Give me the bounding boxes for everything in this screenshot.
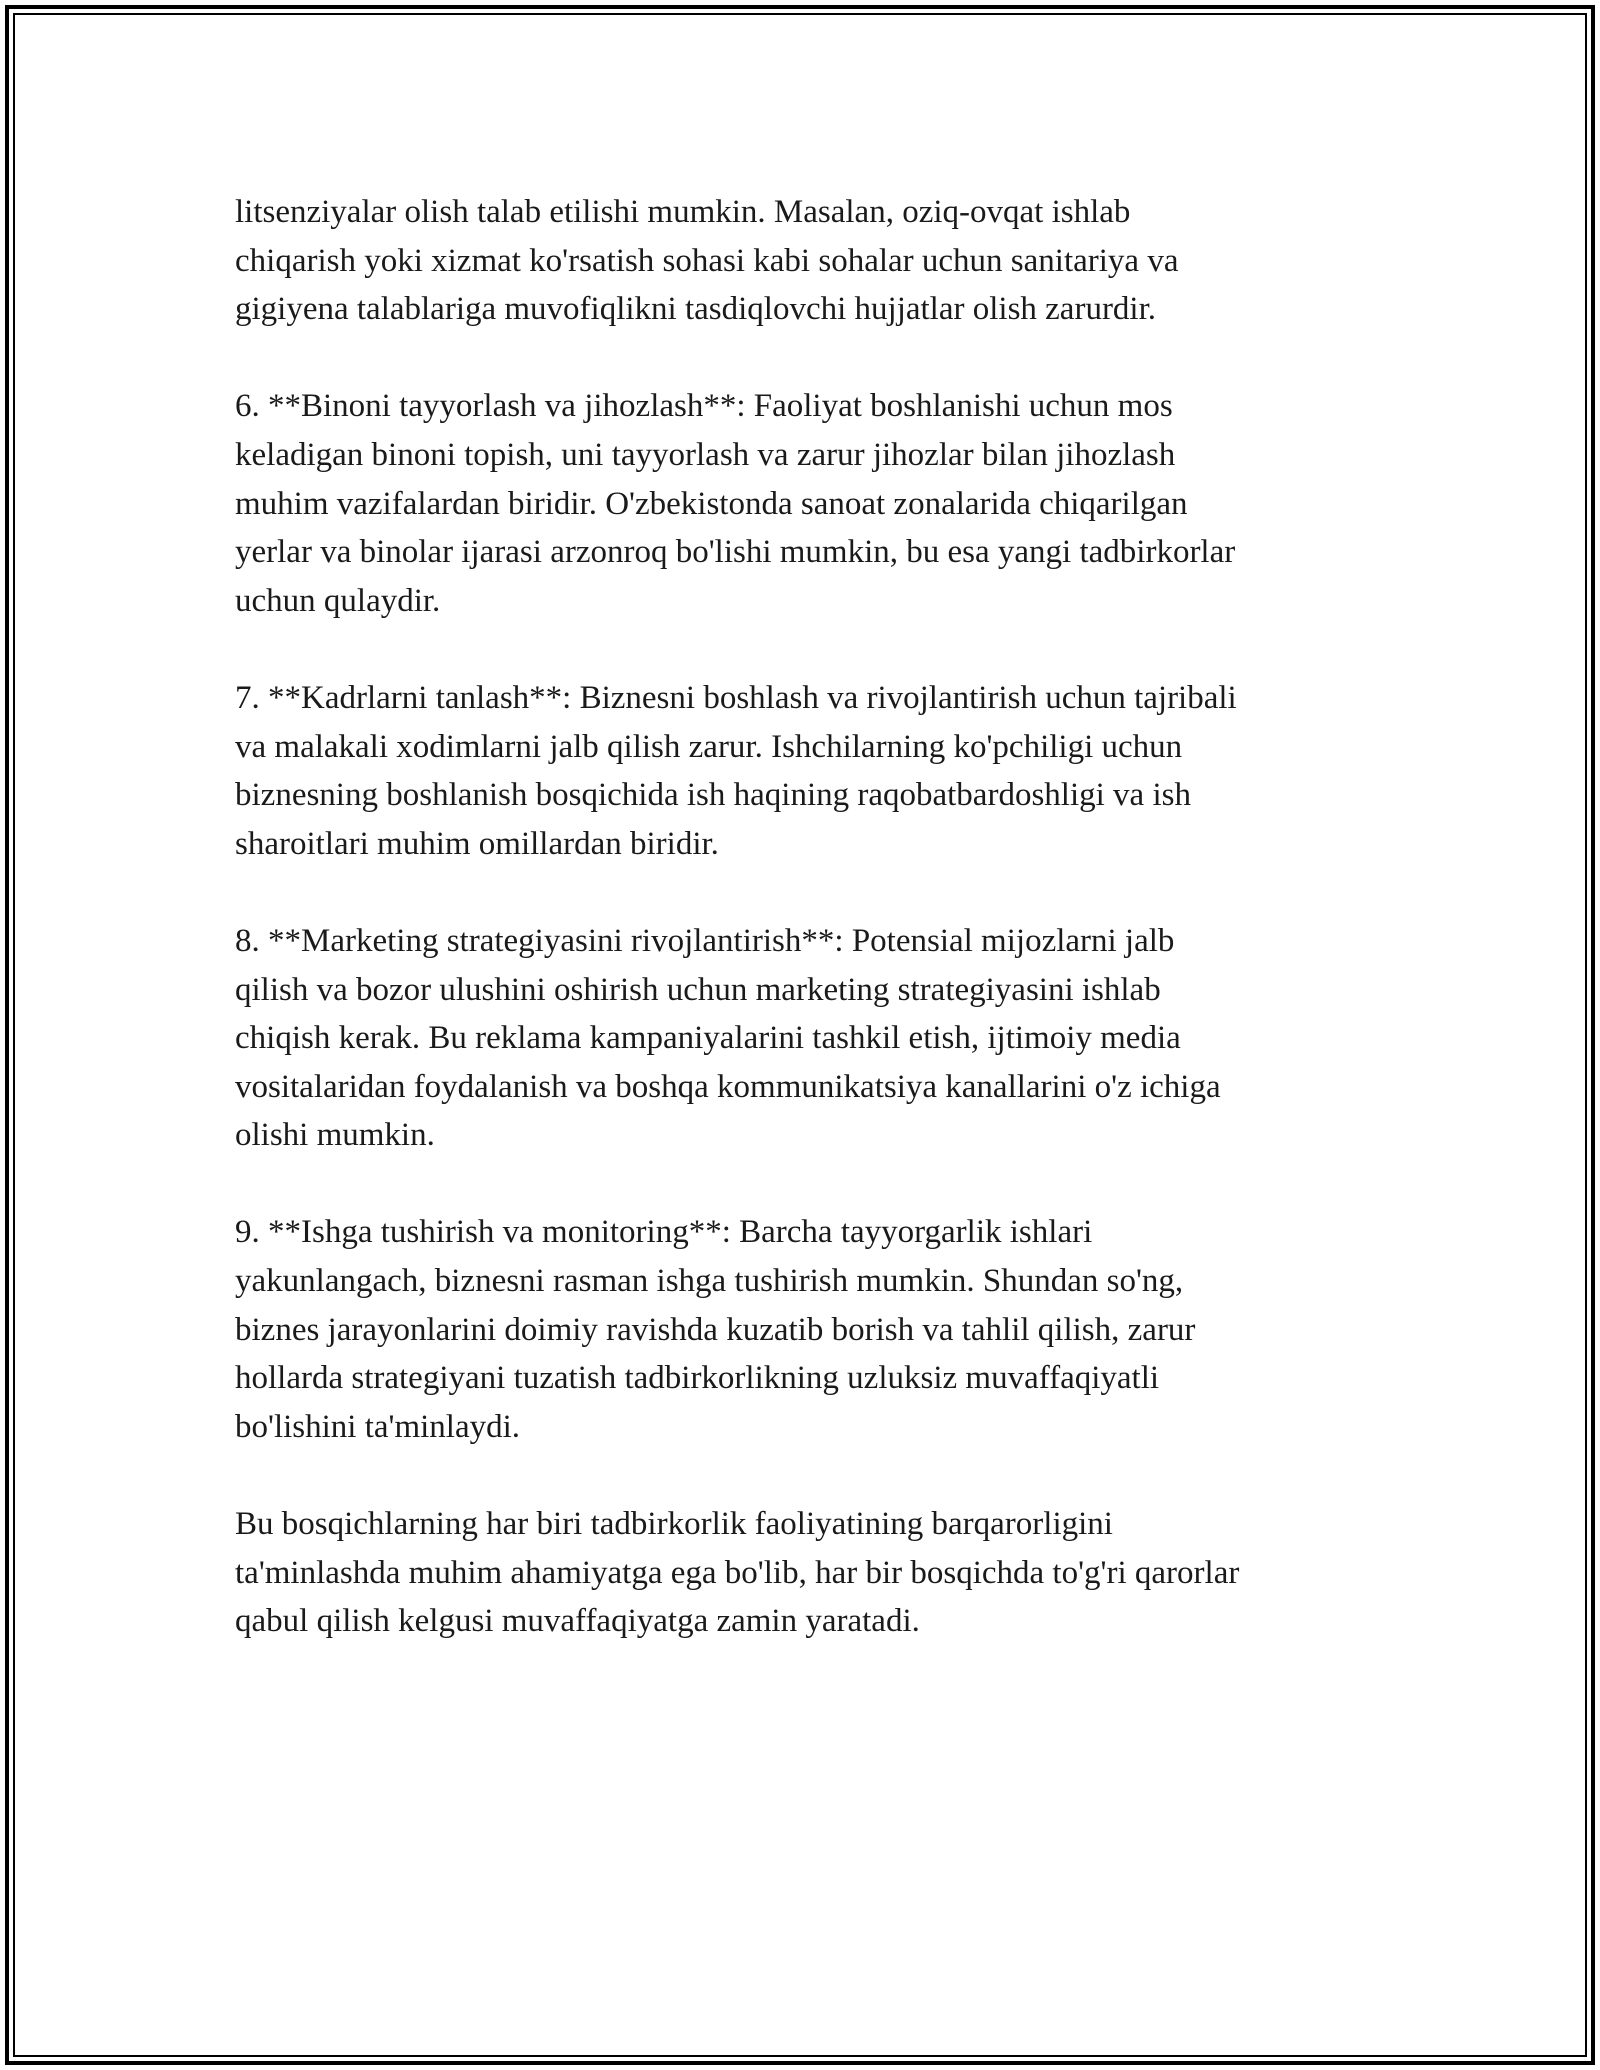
text-line: qilish va bozor ulushini oshirish uchun marketing strategiyasini ishlab (235, 971, 1161, 1008)
text-line: biznesning boshlanish bosqichida ish haqining raqobatbardoshligi va ish (235, 777, 1191, 814)
text-line: yerlar va binolar ijarasi arzonroq bo'lishi mumkin, bu esa yangi tadbirkorlar (235, 534, 1236, 571)
text-line: 8. **Marketing strategiyasini rivojlantirish**: Potensial mijozlarni jalb (235, 922, 1175, 959)
text-line: keladigan binoni topish, uni tayyorlash va zarur jihozlar bilan jihozlash (235, 436, 1176, 473)
text-line: sharoitlari muhim omillardan biridir. (235, 825, 719, 862)
text-line: gigiyena talablariga muvofiqlikni tasdiqlovchi hujjatlar olish zarurdir. (235, 291, 1157, 328)
text-line: 7. **Kadrlarni tanlash**: Biznesni boshlash va rivojlantirish uchun tajribali (235, 679, 1237, 716)
text-line: chiqish kerak. Bu reklama kampaniyalarini tashkil etish, ijtimoiy media (235, 1020, 1181, 1057)
text-line: olishi mumkin. (235, 1117, 435, 1154)
text-line: 9. **Ishga tushirish va monitoring**: Barcha tayyorgarlik ishlari (235, 1214, 1093, 1251)
paragraph-step-6 (235, 382, 1375, 625)
text-line: litsenziyalar olish talab etilishi mumkin. Masalan, oziq-ovqat ishlab (235, 194, 1131, 230)
text-line: hollarda strategiyani tuzatish tadbirkorlikning uzluksiz muvaffaqiyatli (235, 1360, 1160, 1397)
text-line: 6. **Binoni tayyorlash va jihozlash**: Faoliyat boshlanishi uchun mos (235, 388, 1173, 425)
text-line: bo'lishini ta'minlaydi. (235, 1408, 521, 1445)
text-line: biznes jarayonlarini doimiy ravishda kuzatib borish va tahlil qilish, zarur (235, 1311, 1196, 1348)
text-line: va malakali xodimlarni jalb qilish zarur. Ishchilarning ko'pchiligi uchun (235, 728, 1183, 765)
paragraph-step-7 (235, 674, 1375, 868)
text-line: uchun qulaydir. (235, 582, 441, 619)
paragraph-step-8 (235, 917, 1375, 1160)
text-line: ta'minlashda muhim ahamiyatga ega bo'lib, har bir bosqichda to'g'ri qarorlar (235, 1554, 1240, 1591)
text-line: muhim vazifalardan biridir. O'zbekistonda sanoat zonalarida chiqarilgan (235, 485, 1188, 522)
text-line: chiqarish yoki xizmat ko'rsatish sohasi kabi sohalar uchun sanitariya va (235, 242, 1179, 279)
text-line: yakunlangach, biznesni rasman ishga tushirish mumkin. Shundan so'ng, (235, 1263, 1184, 1300)
paragraph-step-9 (235, 1208, 1375, 1451)
text-line: Bu bosqichlarning har biri tadbirkorlik faoliyatining barqarorligini (235, 1506, 1113, 1543)
paragraph-conclusion (235, 1500, 1375, 1646)
text-line: qabul qilish kelgusi muvaffaqiyatga zamin yaratadi. (235, 1603, 920, 1640)
text-line: vositalaridan foydalanish va boshqa kommunikatsiya kanallarini o'z ichiga (235, 1068, 1221, 1105)
document-body (235, 188, 1375, 1646)
paragraph-license-continuation (235, 188, 1375, 334)
